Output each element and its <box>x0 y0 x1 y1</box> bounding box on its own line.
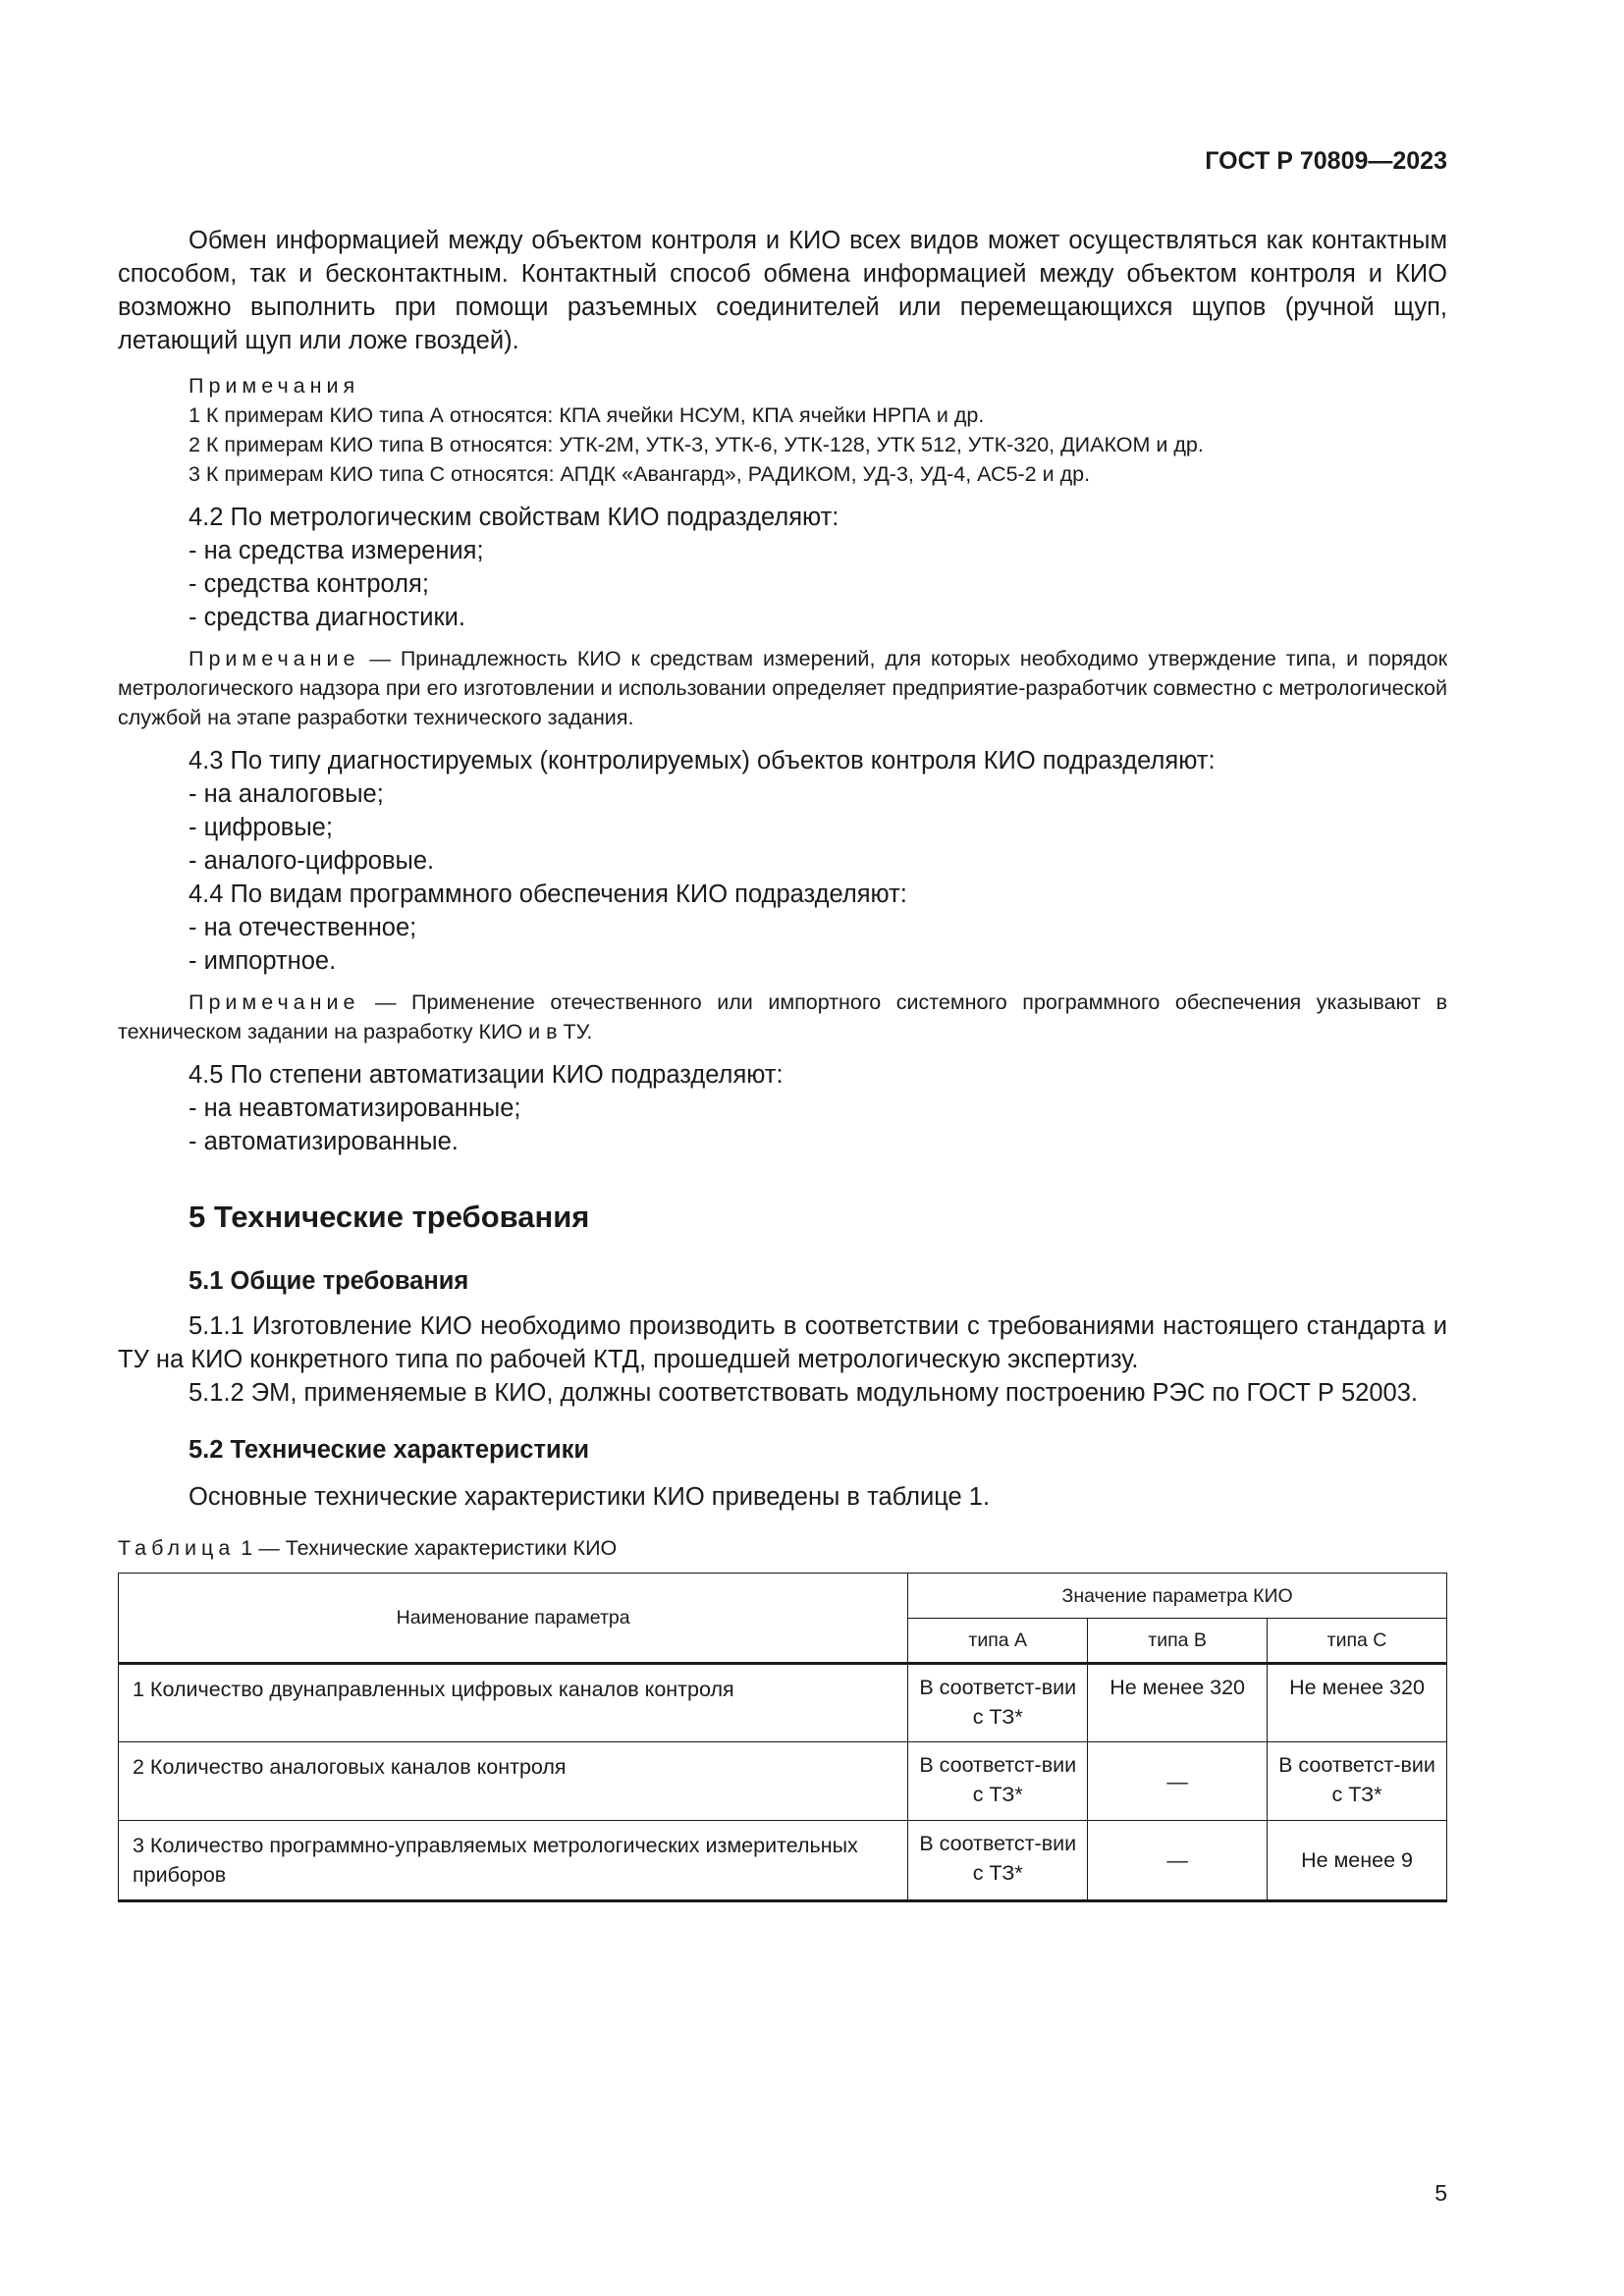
column-header-type-c: типа С <box>1268 1619 1447 1664</box>
list-item: - на аналоговые; <box>189 780 384 808</box>
value-type-c: Не менее 320 <box>1268 1664 1447 1742</box>
value-type-a: В соответст-вии с ТЗ* <box>908 1742 1088 1821</box>
paragraph-5-1-2: 5.1.2 ЭМ, применяемые в КИО, должны соответствовать модульному построению РЭС по ГОСТ Р 52003. <box>189 1379 1418 1407</box>
caption-label: Таблица <box>118 1536 236 1560</box>
note-text: — Принадлежность КИО к средствам измерений, для которых необходимо утверждение типа, и порядок метрологического надзора при его изготовлении и использовании определяет предприятие-разработчик совместно с метрологической службой на этапе разработки технического задания. <box>118 647 1447 729</box>
list-item: - на отечественное; <box>189 914 417 941</box>
value-type-a: В соответст-вии с ТЗ* <box>908 1821 1088 1901</box>
intro-paragraph: Обмен информацией между объектом контроля и КИО всех видов может осуществляться как контактным способом, так и бесконтактным. Контактный способ обмена информацией между объектом контроля и КИО возможно выполнить при помощи разъемных соединителей или перемещающихся щупов (ручной щуп, летающий щуп или ложе гвоздей). <box>118 227 1447 354</box>
list-item: - средства контроля; <box>189 570 429 598</box>
note-4-4 <box>118 988 1447 1046</box>
param-name: 2 Количество аналоговых каналов контроля <box>119 1742 908 1821</box>
section-5-title: 5 Технические требования <box>189 1200 590 1234</box>
list-item: - на неавтоматизированные; <box>189 1095 521 1122</box>
value-type-b: — <box>1088 1821 1268 1901</box>
column-header-group: Значение параметра КИО <box>908 1574 1447 1619</box>
section-4-2-lead: 4.2 По метрологическим свойствам КИО подразделяют: <box>189 504 839 531</box>
note-label: Примечание <box>189 647 360 670</box>
section-5-2-title: 5.2 Технические характеристики <box>189 1436 590 1464</box>
param-name: 3 Количество программно-управляемых метрологических измерительных приборов <box>119 1821 908 1901</box>
note-item: 2 К примерам КИО типа В относятся: УТК-2М, УТК-3, УТК-6, УТК-128, УТК 512, УТК-320, ДИАКОМ и др. <box>189 433 1204 456</box>
table-row <box>119 1742 1447 1821</box>
column-header-type-a: типа А <box>908 1619 1088 1664</box>
section-4-4-lead: 4.4 По видам программного обеспечения КИО подразделяют: <box>189 881 907 908</box>
column-header-name: Наименование параметра <box>119 1574 908 1664</box>
note-item: 1 К примерам КИО типа А относятся: КПА ячейки НСУМ, КПА ячейки НРПА и др. <box>189 403 985 427</box>
value-type-a: В соответст-вии с ТЗ* <box>908 1664 1088 1742</box>
note-text: — Применение отечественного или импортного системного программного обеспечения указывают в техническом задании на разработку КИО и в ТУ. <box>118 990 1447 1043</box>
list-item: - на средства измерения; <box>189 537 484 564</box>
standard-header: ГОСТ Р 70809—2023 <box>1205 147 1447 175</box>
characteristics-table <box>118 1573 1447 1902</box>
section-5-1-title: 5.1 Общие требования <box>189 1267 469 1295</box>
list-item: - импортное. <box>189 947 337 975</box>
column-header-type-b: типа В <box>1088 1619 1268 1664</box>
table-caption <box>118 1533 1447 1563</box>
note-4-2 <box>118 644 1447 732</box>
list-item: - автоматизированные. <box>189 1128 459 1155</box>
page-number: 5 <box>1435 2180 1447 2206</box>
table-row <box>119 1664 1447 1742</box>
page-content <box>118 224 1447 1902</box>
paragraph-5-1-1: 5.1.1 Изготовление КИО необходимо производить в соответствии с требованиями настоящего стандарта и ТУ на КИО конкретного типа по рабочей КТД, прошедшей метрологическую экспертизу. <box>118 1312 1447 1373</box>
section-4-5-lead: 4.5 По степени автоматизации КИО подразделяют: <box>189 1061 784 1089</box>
notes-title: Примечания <box>189 374 360 398</box>
value-type-b: Не менее 320 <box>1088 1664 1268 1742</box>
param-name: 1 Количество двунаправленных цифровых каналов контроля <box>119 1664 908 1742</box>
list-item: - цифровые; <box>189 814 333 841</box>
list-item: - средства диагностики. <box>189 604 465 631</box>
table-row <box>119 1821 1447 1901</box>
note-item: 3 К примерам КИО типа С относятся: АПДК «Авангард», РАДИКОМ, УД-3, УД-4, АС5-2 и др. <box>189 462 1091 486</box>
value-type-c: Не менее 9 <box>1268 1821 1447 1901</box>
section-4-3-lead: 4.3 По типу диагностируемых (контролируемых) объектов контроля КИО подразделяют: <box>189 747 1216 774</box>
value-type-b: — <box>1088 1742 1268 1821</box>
value-type-c: В соответст-вии с ТЗ* <box>1268 1742 1447 1821</box>
caption-text: 1 — Технические характеристики КИО <box>235 1536 618 1560</box>
note-label: Примечание <box>189 990 360 1014</box>
paragraph-5-2: Основные технические характеристики КИО приведены в таблице 1. <box>189 1483 991 1511</box>
list-item: - аналого-цифровые. <box>189 847 435 875</box>
